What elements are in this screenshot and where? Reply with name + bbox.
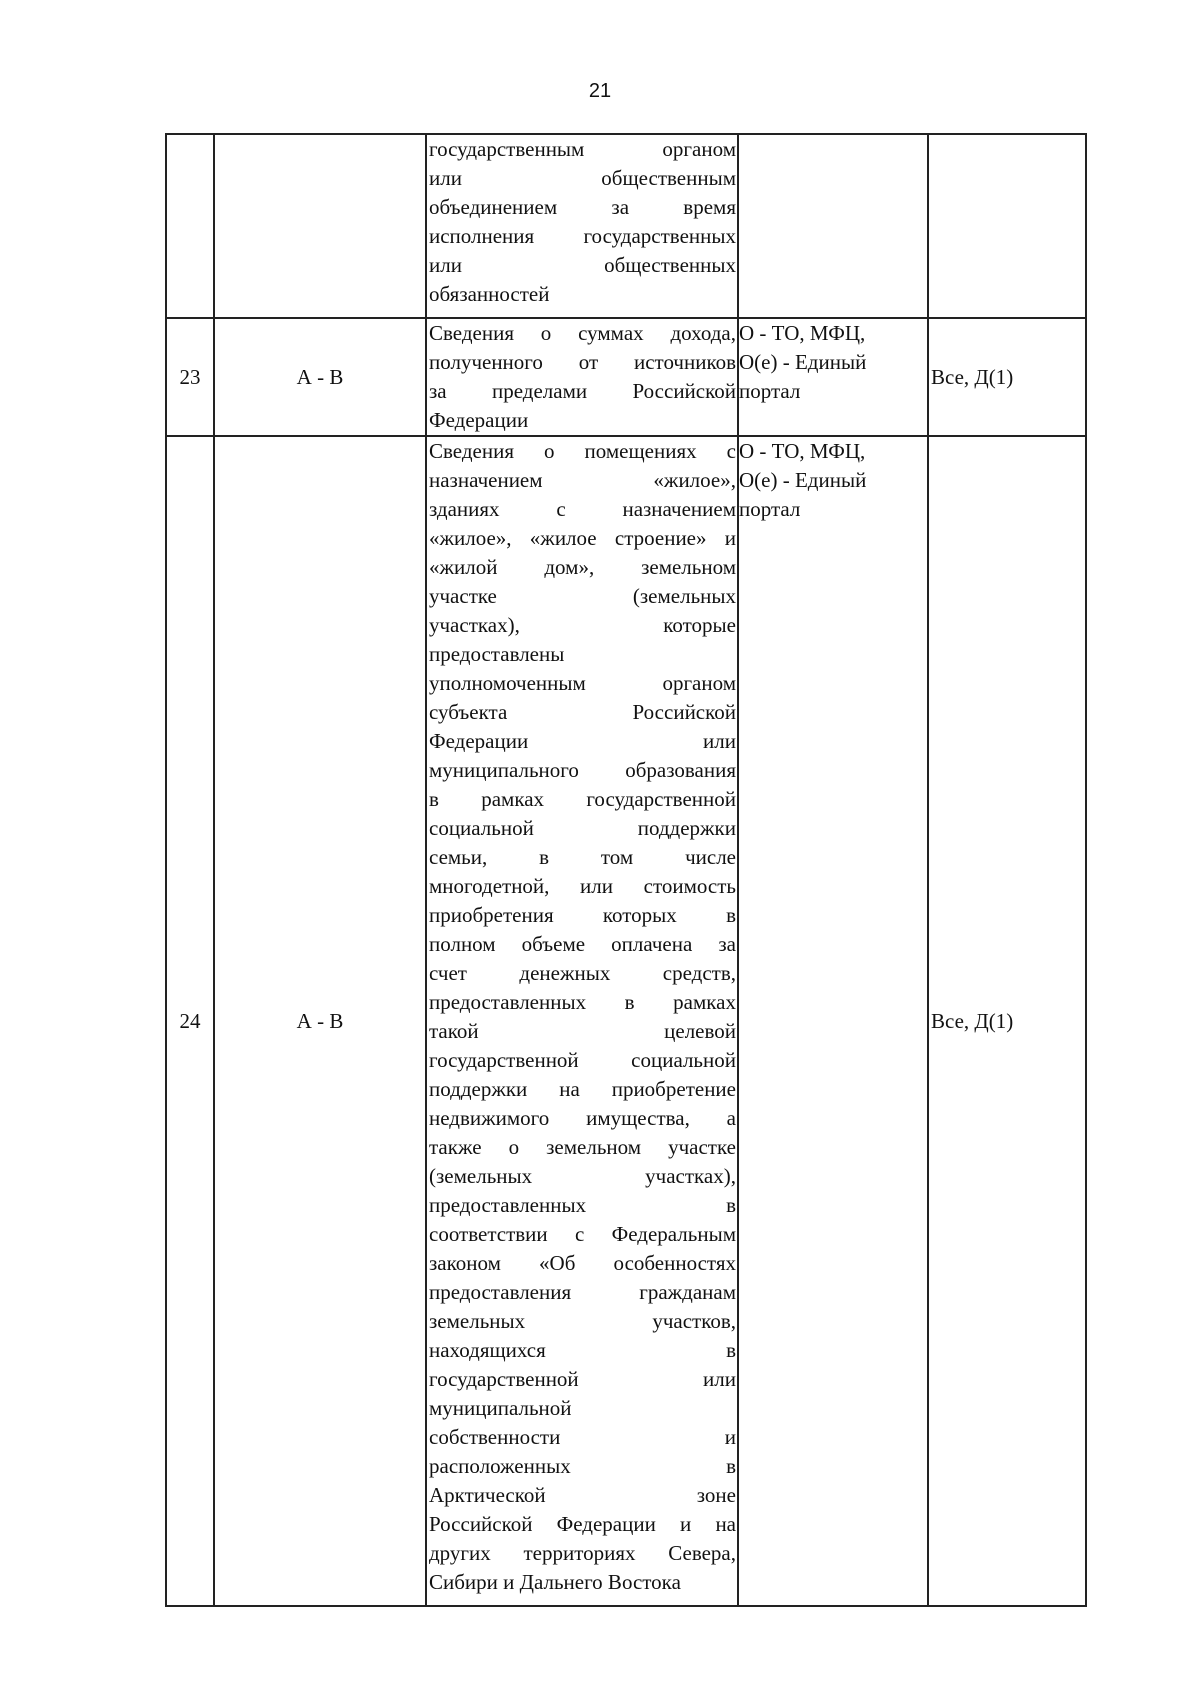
cell-text-line: в рамках государственной xyxy=(429,787,736,811)
cell-text-line: соответствии с Федеральным xyxy=(429,1222,736,1246)
cell-text-line: Федерации xyxy=(429,408,529,432)
cell-text-line: находящихся в xyxy=(429,1338,736,1362)
cell-text-line: (земельных участках), xyxy=(429,1164,736,1188)
submission-method-cell xyxy=(738,134,928,318)
cell-text-line: счет денежных средств, xyxy=(429,961,736,985)
cell-text-line: также о земельном участке xyxy=(429,1135,736,1159)
description-cell xyxy=(426,318,738,436)
cell-text-line: семьи, в том числе xyxy=(429,845,736,869)
cell-text-line: предоставлены xyxy=(429,642,565,666)
cell-text-line: законом «Об особенностях xyxy=(429,1251,736,1275)
submission-method-cell xyxy=(738,318,928,436)
cell-text-line: участках), которые xyxy=(429,613,736,637)
cell-text-line: О - ТО, МФЦ, xyxy=(739,321,866,345)
cell-text-line: других территориях Севера, xyxy=(429,1541,736,1565)
cell-text-line: приобретения которых в xyxy=(429,903,736,927)
cell-text-line: Российской Федерации и на xyxy=(429,1512,736,1536)
description-cell xyxy=(426,134,738,318)
row-number-cell: 24 xyxy=(166,436,214,1606)
cell-text-line: такой целевой xyxy=(429,1019,736,1043)
cell-text-line: субъекта Российской xyxy=(429,700,736,724)
category-code-cell xyxy=(214,134,426,318)
cell-text-line: «жилое», «жилое строение» и xyxy=(429,526,736,550)
cell-text-line: расположенных в xyxy=(429,1454,736,1478)
applicability-cell xyxy=(928,134,1086,318)
cell-text-line: обязанностей xyxy=(429,282,550,306)
cell-text-line: или общественных xyxy=(429,253,736,277)
table-row xyxy=(166,318,1086,436)
table-row xyxy=(166,134,1086,318)
row-number-cell xyxy=(166,134,214,318)
cell-text-line: назначением «жилое», xyxy=(429,468,736,492)
cell-text-line: О(е) - Единый xyxy=(739,350,867,374)
applicability-cell: Все, Д(1) xyxy=(928,318,1086,436)
cell-text-line: государственной социальной xyxy=(429,1048,736,1072)
cell-text-line: объединением за время xyxy=(429,195,736,219)
category-code-cell: А - В xyxy=(214,318,426,436)
cell-text-line: зданиях с назначением xyxy=(429,497,736,521)
cell-text-line: предоставленных в рамках xyxy=(429,990,736,1014)
requirements-table xyxy=(165,133,1087,1607)
cell-text-line: предоставленных в xyxy=(429,1193,736,1217)
category-code-cell: А - В xyxy=(214,436,426,1606)
cell-text-line: О - ТО, МФЦ, xyxy=(739,439,866,463)
description-cell xyxy=(426,436,738,1606)
cell-text-line: собственности и xyxy=(429,1425,736,1449)
row-number-cell: 23 xyxy=(166,318,214,436)
cell-text-line: «жилой дом», земельном xyxy=(429,555,736,579)
cell-text-line: государственным органом xyxy=(429,137,736,161)
cell-text-line: Сибири и Дальнего Востока xyxy=(429,1570,681,1594)
cell-text-line: полученного от источников xyxy=(429,350,736,374)
page-number: 21 xyxy=(588,80,612,102)
cell-text-line: недвижимого имущества, а xyxy=(429,1106,736,1130)
cell-text-line: портал xyxy=(739,497,801,521)
cell-text-line: Федерации или xyxy=(429,729,736,753)
cell-text-line: Сведения о суммах дохода, xyxy=(429,321,736,345)
cell-text-line: муниципальной xyxy=(429,1396,572,1420)
cell-text-line: уполномоченным органом xyxy=(429,671,736,695)
cell-text-line: О(е) - Единый xyxy=(739,468,867,492)
cell-text-line: исполнения государственных xyxy=(429,224,736,248)
cell-text-line: земельных участков, xyxy=(429,1309,736,1333)
cell-text-line: Сведения о помещениях с xyxy=(429,439,736,463)
cell-text-line: за пределами Российской xyxy=(429,379,736,403)
cell-text-line: участке (земельных xyxy=(429,584,736,608)
applicability-cell: Все, Д(1) xyxy=(928,436,1086,1606)
cell-text-line: многодетной, или стоимость xyxy=(429,874,736,898)
cell-text-line: портал xyxy=(739,379,801,403)
cell-text-line: Арктической зоне xyxy=(429,1483,736,1507)
submission-method-cell xyxy=(738,436,928,1606)
cell-text-line: социальной поддержки xyxy=(429,816,736,840)
cell-text-line: полном объеме оплачена за xyxy=(429,932,736,956)
cell-text-line: муниципального образования xyxy=(429,758,736,782)
cell-text-line: предоставления гражданам xyxy=(429,1280,736,1304)
cell-text-line: поддержки на приобретение xyxy=(429,1077,736,1101)
cell-text-line: государственной или xyxy=(429,1367,736,1391)
table-row xyxy=(166,436,1086,1606)
cell-text-line: или общественным xyxy=(429,166,736,190)
